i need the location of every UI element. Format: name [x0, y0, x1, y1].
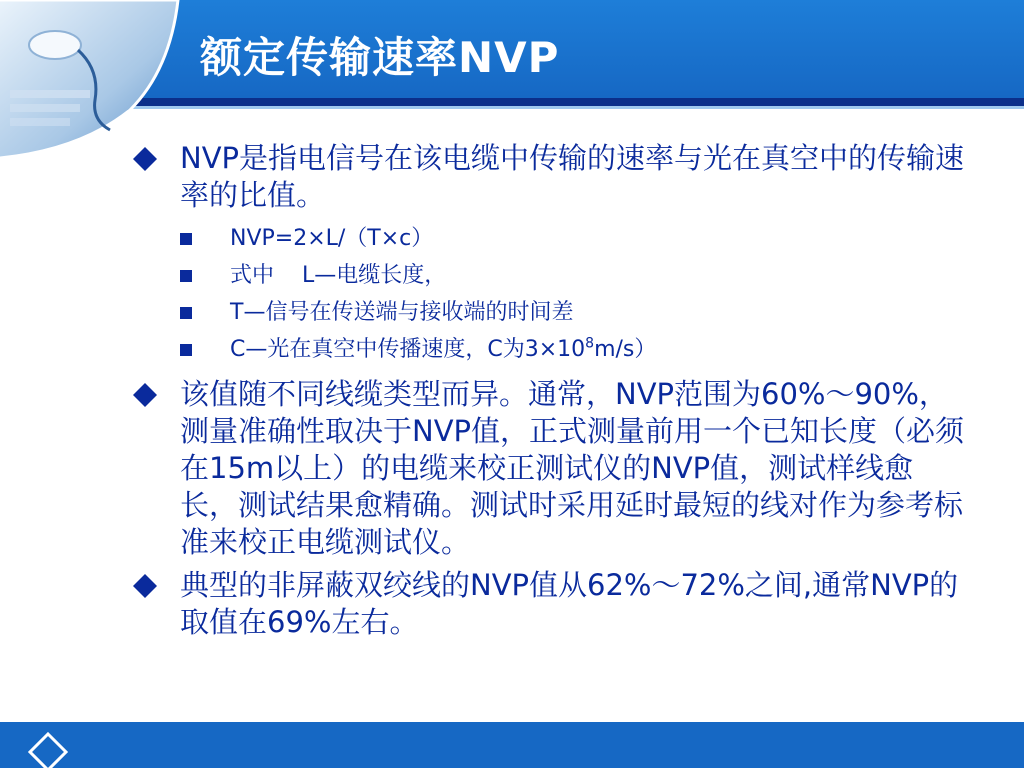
square-bullet-icon — [180, 233, 192, 245]
square-bullet-icon — [180, 344, 192, 356]
square-bullet-icon — [180, 270, 192, 282]
sub-item-text: 式中 L—电缆长度， — [230, 263, 447, 288]
square-bullet-icon — [180, 307, 192, 319]
diamond-bullet-icon — [132, 573, 158, 599]
bullet-item — [130, 567, 970, 641]
exponent: 8 — [585, 335, 595, 352]
sub-list — [130, 220, 970, 368]
bullet-text: 典型的非屏蔽双绞线的NVP值从62%～72%之间,通常NVP的取值在69%左右。 — [180, 568, 959, 639]
sub-item-text-after: m/s） — [594, 337, 657, 362]
sub-item — [130, 331, 970, 368]
sub-item — [130, 220, 970, 257]
sub-item-text: NVP=2×L/（T×c） — [230, 226, 434, 251]
diamond-bullet-icon — [132, 146, 158, 172]
slide-title: 额定传输速率NVP — [200, 33, 560, 82]
computer-mouse-decoration — [0, 0, 200, 160]
diamond-outline-icon — [28, 732, 68, 772]
slide-content — [130, 140, 970, 647]
sub-item — [130, 294, 970, 331]
diamond-bullet-icon — [132, 382, 158, 408]
footer-bar — [0, 722, 1024, 768]
bullet-text: 该值随不同线缆类型而异。通常，NVP范围为60%～90%，测量准确性取决于NVP值，正式测量前用一个已知长度（必须在15m以上）的电缆来校正测试仪的NVP值，测试样线愈长，测试结果愈精确。测试时采用延时最短的线对作为参考标准来校正电缆测试仪。 — [180, 377, 965, 559]
bullet-item — [130, 140, 970, 214]
bullet-item — [130, 376, 970, 561]
bullet-text: NVP是指电信号在该电缆中传输的速率与光在真空中的传输速率的比值。 — [180, 141, 965, 212]
sub-item — [130, 257, 970, 294]
sub-item-text-before: C—光在真空中传播速度，C为3×10 — [230, 337, 586, 362]
sub-item-text: T—信号在传送端与接收端的时间差 — [230, 300, 574, 325]
